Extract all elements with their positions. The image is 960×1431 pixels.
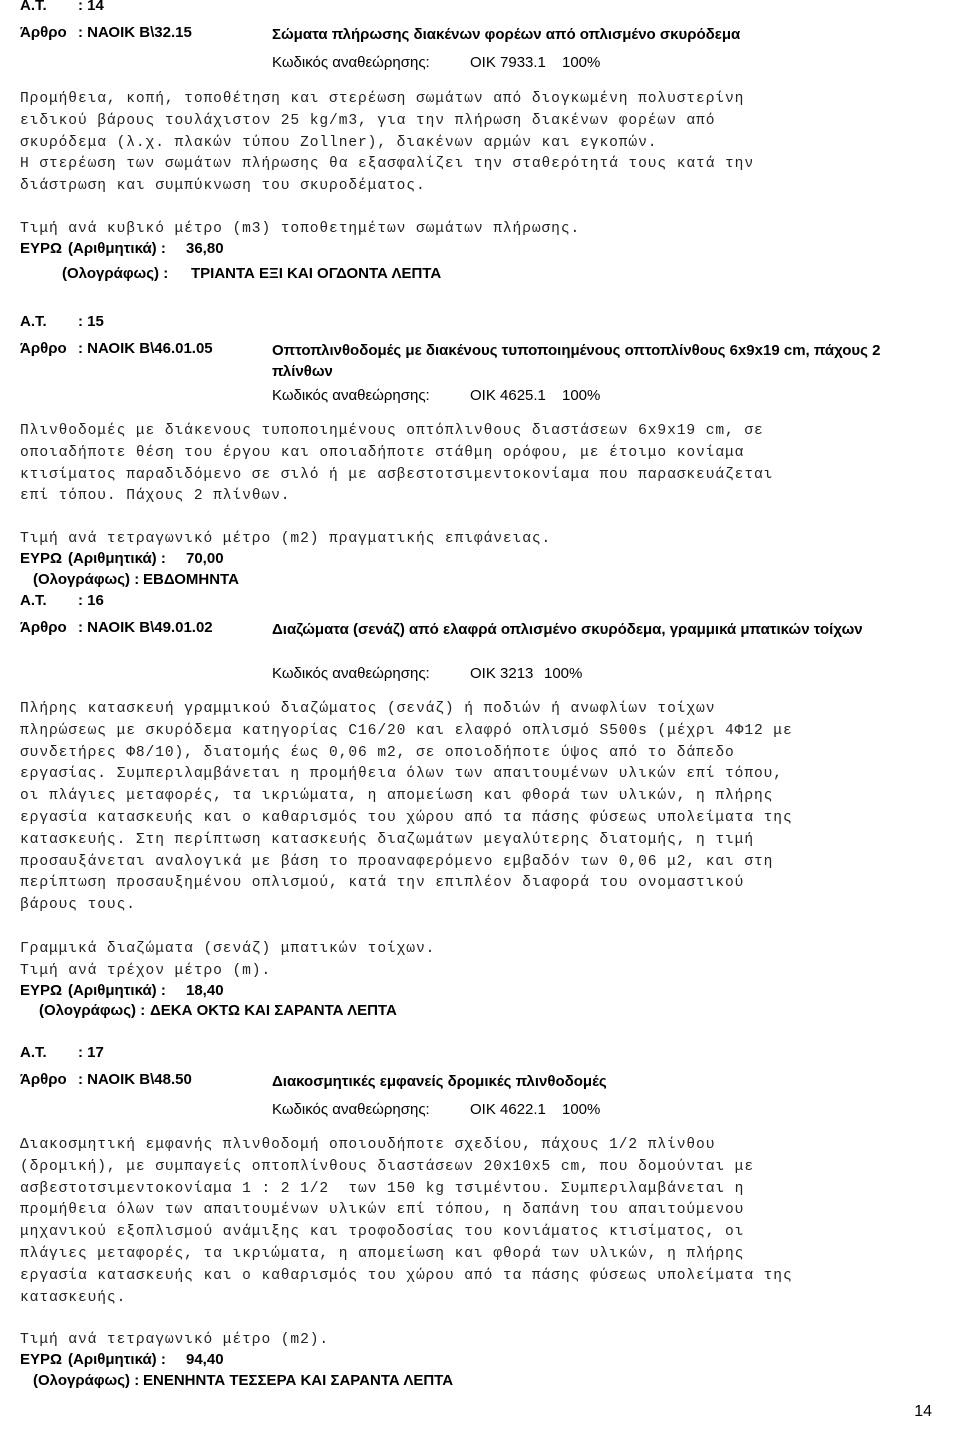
euro-label: ΕΥΡΩ	[20, 550, 63, 567]
item-title: Σώματα πλήρωσης διακένων φορέων από οπλισμένο σκυρόδεμα	[272, 26, 741, 43]
revision-label: Κωδικός αναθεώρησης:	[272, 387, 430, 404]
unit-price-line: Τιμή ανά τετραγωνικό μέτρο (m2) πραγματικής επιφάνειας.	[20, 531, 552, 547]
revision-code: ΟΙΚ 4625.1	[470, 387, 546, 404]
words-value: ΕΒΔΟΜΗΝΤΑ	[143, 571, 239, 588]
item-title: Διακοσμητικές εμφανείς δρομικές πλινθοδομές	[272, 1073, 607, 1090]
article-code: : ΝΑΟΙΚ Β\32.15	[78, 24, 192, 41]
item-description: Πλήρης κατασκευή γραμμικού διαζώματος (σενάζ) ή ποδιών ή ανωφλίων τοίχων πληρώσεως με σκυρόδεμα κατηγορίας C16/20 και ελαφρό οπλισμό S500s (μέχρι 4Φ12 με συνδετήρες Φ8/10), διατομής έως 0,06 m2, σε οποιοδήποτε ύψος από το δάπεδο εργασίας. Συμπεριλαμβάνεται η προμήθεια όλων των απαιτουμένων υλικών επί τόπου, οι πλάγιες μεταφορές, τα ικριώματα, η απομείωση και φθορά των υλικών, η πλήρης εργασία κατασκευής και ο καθαρισμός του χώρου από τα πάσης φύσεως υπολείματα της κατασκευής. Στη περίπτωση κατασκευής διαζωμάτων μεγαλύτερης διατομής, η τιμή προσαυξάνεται αναλογικά με βάση το προαναφερόμενο εμβαδόν των 0,06 μ2, και στη περίπτωση προσαυξημένου οπλισμού, κατά την επιπλέον διαφορά του ονομαστικού βάρους τους.	[20, 701, 793, 914]
at-value: : 14	[78, 0, 104, 14]
item-title: Διαζώματα (σενάζ) από ελαφρά οπλισμένο σκυρόδεμα, γραμμικά μπατικών τοίχων	[272, 621, 863, 638]
numeric-value: 36,80	[186, 240, 224, 257]
article-label: Άρθρο	[20, 340, 67, 357]
revision-label: Κωδικός αναθεώρησης:	[272, 54, 430, 71]
item-description: Πλινθοδομές με διάκενους τυποποιημένους οπτόπλινθους διαστάσεων 6x9x19 cm, σε οποιαδήποτε θέση του έργου και οποιαδήποτε στάθμη ορόφου, με έτοιμο κονίαμα κτισίματος παραδιδόμενο σε σιλό ή με ασβεστοτσιμεντοκονίαμα που παρασκευάζεται επί τόπου. Πάχους 2 πλίνθων.	[20, 423, 774, 505]
item-description: Διακοσμητική εμφανής πλινθοδομή οποιουδήποτε σχεδίου, πάχους 1/2 πλίνθου (δρομική), με συμπαγείς οπτοπλίνθους διαστάσεων 20x10x5 cm, που δομούνται με ασβεστοτσιμεντοκονίαμα 1 : 2 1/2 των 150 kg τσιμέντου. Συμπεριλαμβάνεται η προμήθεια όλων των απαιτουμένων υλικών επί τόπου, η δαπάνη του απαιτούμενου μηχανικού εξοπλισμού ανάμιξης και τροφοδοσίας του κονιάματος κτισίματος, οι πλάγιες μεταφορές, τα ικριώματα, η απομείωση και φθορά των υλικών, η πλήρης εργασία κατασκευής και ο καθαρισμός του χώρου από τα πάσης φύσεως υπολείματα της κατασκευής.	[20, 1137, 793, 1306]
euro-label: ΕΥΡΩ	[20, 982, 63, 999]
at-label: Α.Τ.	[20, 1044, 47, 1061]
words-label: (Ολογράφως) :	[62, 265, 169, 282]
words-value: ΤΡΙΑΝΤΑ ΕΞΙ ΚΑΙ ΟΓΔΟΝΤΑ ΛΕΠΤΑ	[191, 265, 442, 282]
article-label: Άρθρο	[20, 24, 67, 41]
euro-label: ΕΥΡΩ	[20, 240, 63, 257]
article-code: : ΝΑΟΙΚ Β\48.50	[78, 1071, 192, 1088]
numeric-value: 70,00	[186, 550, 224, 567]
revision-code: ΟΙΚ 4622.1	[470, 1101, 546, 1118]
at-value: : 15	[78, 313, 104, 330]
revision-label: Κωδικός αναθεώρησης:	[272, 1101, 430, 1118]
revision-code: ΟΙΚ 3213	[470, 665, 534, 682]
unit-price-line: Τιμή ανά τετραγωνικό μέτρο (m2).	[20, 1332, 330, 1348]
revision-percent: 100%	[562, 54, 601, 71]
extra-line: Γραμμικά διαζώματα (σενάζ) μπατικών τοίχων.	[20, 941, 436, 957]
at-value: : 16	[78, 592, 104, 609]
revision-percent: 100%	[562, 1101, 601, 1118]
words-value: ΔΕΚΑ ΟΚΤΩ ΚΑΙ ΣΑΡΑΝΤΑ ΛΕΠΤΑ	[150, 1002, 397, 1019]
at-value: : 17	[78, 1044, 104, 1061]
article-code: : ΝΑΟΙΚ Β\49.01.02	[78, 619, 213, 636]
numeric-label: (Αριθμητικά) :	[68, 550, 166, 567]
revision-code: ΟΙΚ 7933.1	[470, 54, 546, 71]
words-label: (Ολογράφως) :	[39, 1002, 146, 1019]
article-label: Άρθρο	[20, 1071, 67, 1088]
item-title: Οπτοπλινθοδομές με διακένους τυποποιημένους οπτοπλίνθους 6x9x19 cm, πάχους 2 πλίνθων	[272, 342, 881, 380]
numeric-label: (Αριθμητικά) :	[68, 240, 166, 257]
numeric-value: 94,40	[186, 1351, 224, 1368]
words-label: (Ολογράφως) :	[33, 1372, 140, 1389]
numeric-label: (Αριθμητικά) :	[68, 982, 166, 999]
article-label: Άρθρο	[20, 619, 67, 636]
at-label: Α.Τ.	[20, 592, 47, 609]
numeric-label: (Αριθμητικά) :	[68, 1351, 166, 1368]
unit-price-line: Τιμή ανά τρέχον μέτρο (m).	[20, 963, 272, 979]
revision-percent: 100%	[562, 387, 601, 404]
revision-label: Κωδικός αναθεώρησης:	[272, 665, 430, 682]
euro-label: ΕΥΡΩ	[20, 1351, 63, 1368]
page-number: 14	[914, 1403, 932, 1420]
at-label: Α.Τ.	[20, 313, 47, 330]
unit-price-line: Τιμή ανά κυβικό μέτρο (m3) τοποθετημέτων σωμάτων πλήρωσης.	[20, 221, 581, 237]
at-label: Α.Τ.	[20, 0, 47, 14]
item-description: Προμήθεια, κοπή, τοποθέτηση και στερέωση σωμάτων από διογκωμένη πολυστερίνη ειδικού βάρους τουλάχιστον 25 kg/m3, για την πλήρωση διακένων φορέων από σκυρόδεμα (λ.χ. πλακών τύπου Zollner), διακένων αρμών και εγκοπών. Η στερέωση των σωμάτων πλήρωσης θα εξασφαλίζει την σταθερότητά τους κατά την διάστρωση και συμπύκνωση του σκυροδέματος.	[20, 91, 754, 195]
revision-percent: 100%	[544, 665, 583, 682]
numeric-value: 18,40	[186, 982, 224, 999]
words-value: ΕΝΕΝΗΝΤΑ ΤΕΣΣΕΡΑ ΚΑΙ ΣΑΡΑΝΤΑ ΛΕΠΤΑ	[143, 1372, 454, 1389]
article-code: : ΝΑΟΙΚ Β\46.01.05	[78, 340, 213, 357]
words-label: (Ολογράφως) :	[33, 571, 140, 588]
